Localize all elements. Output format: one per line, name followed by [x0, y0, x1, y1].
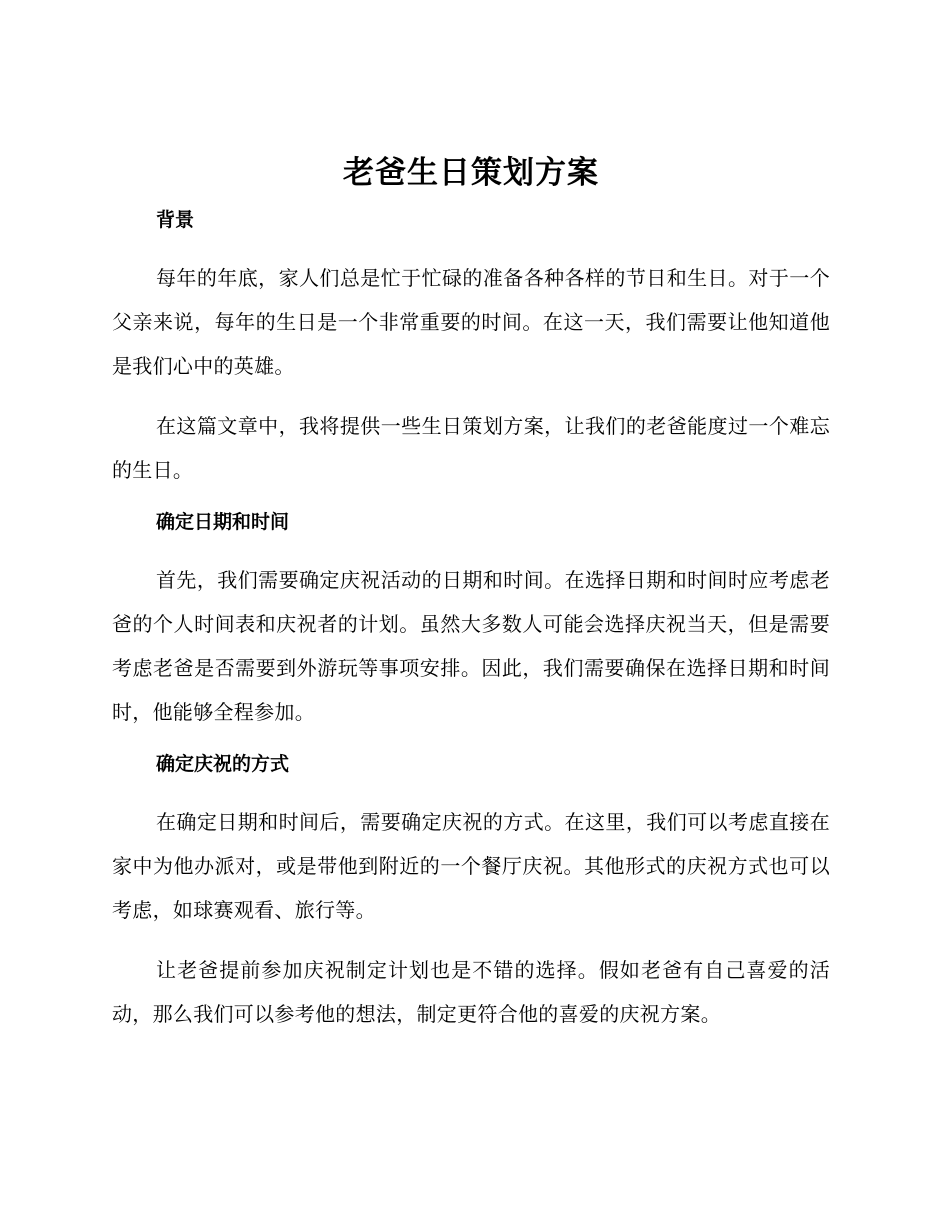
section-heading-date-time: 确定日期和时间	[156, 511, 290, 533]
paragraph-date-time-1: 首先，我们需要确定庆祝活动的日期和时间。在选择日期和时间时应考虑老爸的个人时间表和庆祝者的计划。虽然大多数人可能会选择庆祝当天，但是需要考虑老爸是否需要到外游玩等事项安排。因此，我们需要确保在选择日期和时间时，他能够全程参加。	[112, 568, 830, 724]
document-title: 老爸生日策划方案	[343, 155, 599, 191]
document-body	[112, 150, 830, 1036]
section-date-time	[112, 508, 830, 734]
paragraph-celebration-style-2: 让老爸提前参加庆祝制定计划也是不错的选择。假如老爸有自己喜爱的活动，那么我们可以参考他的想法，制定更符合他的喜爱的庆祝方案。	[112, 958, 830, 1026]
section-heading-celebration-style: 确定庆祝的方式	[156, 753, 290, 775]
paragraph-background-1: 每年的年底，家人们总是忙于忙碌的准备各种各样的节日和生日。对于一个父亲来说，每年的生日是一个非常重要的时间。在这一天，我们需要让他知道他是我们心中的英雄。	[112, 266, 830, 378]
paragraph-background-2: 在这篇文章中，我将提供一些生日策划方案，让我们的老爸能度过一个难忘的生日。	[112, 414, 830, 482]
section-background	[112, 206, 830, 492]
section-celebration-style	[112, 750, 830, 1036]
paragraph-celebration-style-1: 在确定日期和时间后，需要确定庆祝的方式。在这里，我们可以考虑直接在家中为他办派对，或是带他到附近的一个餐厅庆祝。其他形式的庆祝方式也可以考虑，如球赛观看、旅行等。	[112, 810, 830, 922]
section-heading-background: 背景	[156, 209, 195, 231]
